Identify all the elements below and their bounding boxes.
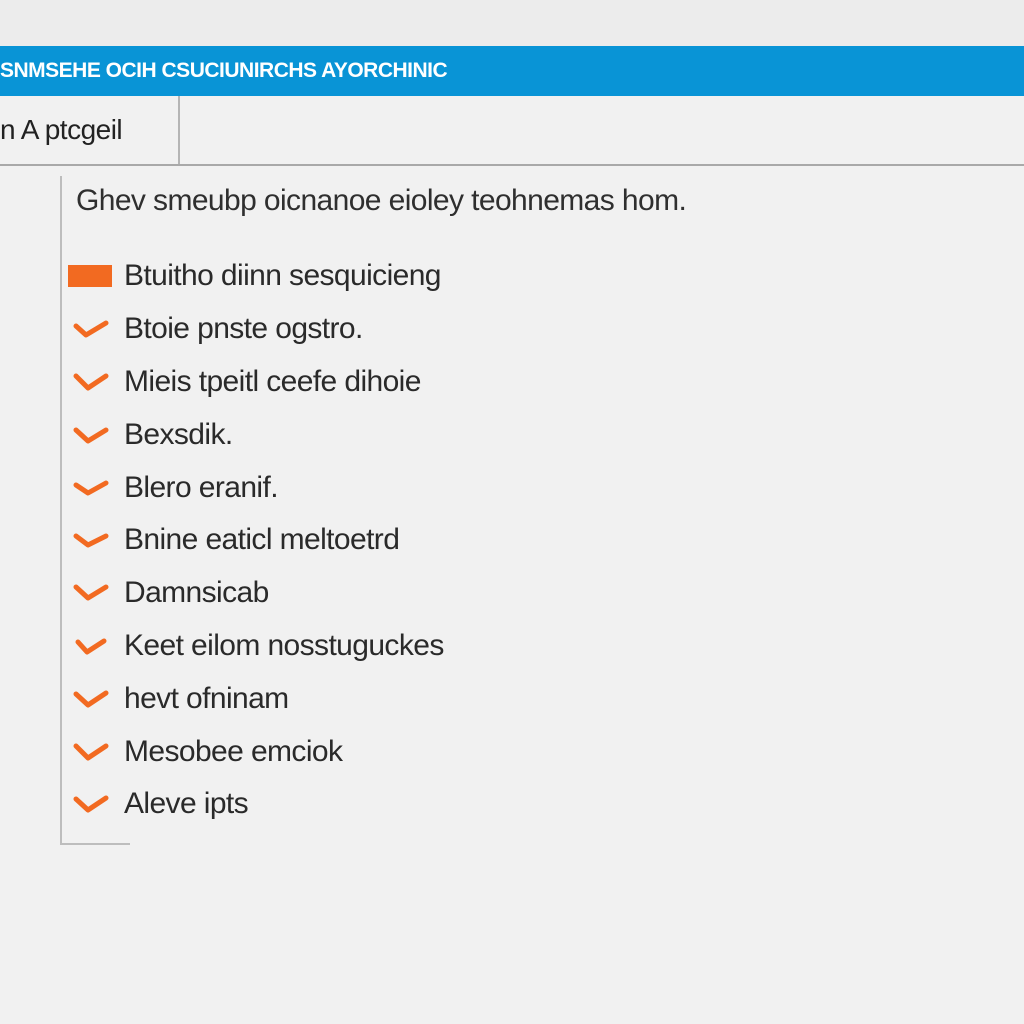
list-item[interactable]: [68, 672, 444, 725]
check-icon: [68, 522, 114, 558]
title-bar: [0, 46, 1024, 96]
panel-bottom-border: [60, 843, 130, 845]
list-item-label: Bnine eaticl meltoetrd: [124, 523, 400, 557]
top-strip: [0, 0, 1024, 46]
tab-active[interactable]: [0, 96, 180, 164]
check-icon: [68, 311, 114, 347]
panel-header: Ghev smeubp oicnanoe eioley teohnemas hom.: [76, 184, 687, 217]
list-item-label: Btoie pnste ogstro.: [124, 312, 363, 346]
list-item[interactable]: [68, 567, 444, 620]
list-item-label: Mesobee emciok: [124, 734, 343, 768]
check-icon: [68, 628, 114, 664]
list-item-label: Damnsicab: [124, 576, 269, 610]
options-list: [68, 250, 444, 831]
list-item-label: Blero eranif.: [124, 470, 278, 504]
check-icon: [68, 681, 114, 717]
options-panel: [60, 176, 962, 844]
check-icon: [68, 470, 114, 506]
check-icon: [68, 734, 114, 770]
window-title: SNMSEHE OCIH CSUCIUNIRCHS AYORCHINIC: [0, 59, 448, 82]
list-item[interactable]: [68, 408, 444, 461]
list-item-label: Mieis tpeitl ceefe dihoie: [124, 364, 421, 398]
check-icon: [68, 364, 114, 400]
list-item-label: Aleve ipts: [124, 787, 249, 821]
list-item[interactable]: [68, 620, 444, 673]
tab-label: n A ptcgeil: [0, 114, 123, 145]
list-item-label: hevt ofninam: [124, 681, 289, 715]
list-item[interactable]: [68, 356, 444, 409]
list-item[interactable]: [68, 250, 444, 303]
list-item-label: Bexsdik.: [124, 417, 233, 451]
check-icon: [68, 575, 114, 611]
toolbar: [0, 96, 1024, 166]
list-item-label: Btuitho diinn sesquicieng: [124, 259, 441, 293]
list-item[interactable]: [68, 461, 444, 514]
check-icon: [68, 417, 114, 453]
list-item[interactable]: [68, 778, 444, 831]
list-item-label: Keet eilom nosstuguckes: [124, 628, 444, 662]
check-icon: [68, 786, 114, 822]
orange-bar-marker: [68, 265, 112, 287]
list-item[interactable]: [68, 725, 444, 778]
list-item[interactable]: [68, 303, 444, 356]
list-item[interactable]: [68, 514, 444, 567]
